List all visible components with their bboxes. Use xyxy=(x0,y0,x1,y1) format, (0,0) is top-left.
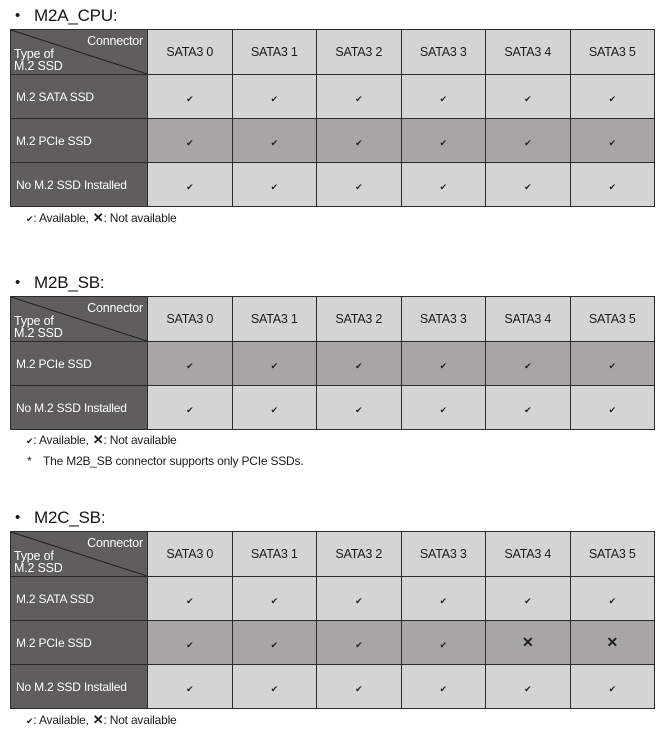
bullet-icon: • xyxy=(15,274,21,291)
cross-icon: ✕ xyxy=(606,634,619,650)
legend xyxy=(26,713,177,727)
ssd-type-label xyxy=(14,48,63,72)
checkmark-icon: ✔ xyxy=(439,595,447,606)
table-row xyxy=(11,621,655,665)
checkmark-icon: ✔ xyxy=(439,93,447,104)
legend-available-label: : Available, xyxy=(33,211,89,225)
checkmark-icon: ✔ xyxy=(186,595,194,606)
column-header-sata3-2: SATA3 2 xyxy=(317,30,402,75)
table-cell xyxy=(148,665,233,709)
column-header-sata3-2: SATA3 2 xyxy=(317,532,402,577)
table-cell xyxy=(148,163,233,207)
table-cell xyxy=(317,163,402,207)
table-cell xyxy=(401,75,486,119)
row-header: No M.2 SSD Installed xyxy=(11,163,148,207)
table-cell xyxy=(317,386,402,430)
row-header: M.2 SATA SSD xyxy=(11,75,148,119)
column-header-sata3-5: SATA3 5 xyxy=(570,532,655,577)
column-header-sata3-4: SATA3 4 xyxy=(486,297,571,342)
table-cell xyxy=(401,621,486,665)
checkmark-icon: ✔ xyxy=(524,404,532,415)
table-cell xyxy=(317,665,402,709)
checkmark-icon: ✔ xyxy=(355,683,363,694)
table-row xyxy=(11,386,655,430)
checkmark-icon: ✔ xyxy=(524,683,532,694)
checkmark-icon: ✔ xyxy=(186,181,194,192)
table-cell xyxy=(232,163,317,207)
table-cell xyxy=(486,665,571,709)
checkmark-icon: ✔ xyxy=(270,639,278,650)
checkmark-icon: ✔ xyxy=(270,595,278,606)
row-header: M.2 PCIe SSD xyxy=(11,621,148,665)
checkmark-icon: ✔ xyxy=(524,595,532,606)
table-cell xyxy=(232,577,317,621)
table-cell xyxy=(148,577,233,621)
table-row xyxy=(11,163,655,207)
column-header-sata3-2: SATA3 2 xyxy=(317,297,402,342)
asterisk-icon: * xyxy=(27,454,32,468)
table-cell xyxy=(486,386,571,430)
checkmark-icon: ✔ xyxy=(270,360,278,371)
checkmark-icon: ✔ xyxy=(608,595,616,606)
column-header-sata3-4: SATA3 4 xyxy=(486,30,571,75)
table-cell xyxy=(148,621,233,665)
checkmark-icon: ✔ xyxy=(355,360,363,371)
row-header: M.2 PCIe SSD xyxy=(11,119,148,163)
section-title-text: M2C_SB: xyxy=(34,508,106,527)
checkmark-icon: ✔ xyxy=(270,181,278,192)
legend-available-label: : Available, xyxy=(33,433,89,447)
column-header-sata3-1: SATA3 1 xyxy=(232,297,317,342)
corner-header-cell xyxy=(11,297,148,342)
row-header: No M.2 SSD Installed xyxy=(11,665,148,709)
table-cell xyxy=(486,342,571,386)
table-cell xyxy=(486,621,571,665)
legend xyxy=(26,211,177,225)
checkmark-icon: ✔ xyxy=(270,93,278,104)
footnote-text: The M2B_SB connector supports only PCIe SSDs. xyxy=(43,454,304,468)
table-row xyxy=(11,119,655,163)
ssd-type-label-line1: Type of xyxy=(14,314,54,328)
checkmark-icon: ✔ xyxy=(186,93,194,104)
table-cell xyxy=(570,75,655,119)
table-cell xyxy=(570,577,655,621)
checkmark-icon: ✔ xyxy=(524,360,532,371)
ssd-type-label xyxy=(14,550,63,574)
column-header-sata3-5: SATA3 5 xyxy=(570,30,655,75)
checkmark-icon: ✔ xyxy=(524,181,532,192)
compatibility-table xyxy=(10,296,655,430)
cross-icon: ✕ xyxy=(92,210,104,225)
table-cell xyxy=(401,119,486,163)
connector-label: Connector xyxy=(87,301,143,315)
table-cell xyxy=(401,665,486,709)
legend xyxy=(26,433,177,447)
checkmark-icon: ✔ xyxy=(439,360,447,371)
checkmark-icon: ✔ xyxy=(186,683,194,694)
legend-not-available-label: : Not available xyxy=(103,211,177,225)
table-cell xyxy=(317,621,402,665)
table-cell xyxy=(317,119,402,163)
checkmark-icon: ✔ xyxy=(355,93,363,104)
table-cell xyxy=(570,163,655,207)
checkmark-icon: ✔ xyxy=(355,595,363,606)
checkmark-icon: ✔ xyxy=(439,181,447,192)
section-title-text: M2A_CPU: xyxy=(34,6,118,25)
table-cell xyxy=(317,577,402,621)
checkmark-icon: ✔ xyxy=(355,404,363,415)
checkmark-icon: ✔ xyxy=(439,683,447,694)
legend-available-label: : Available, xyxy=(33,713,89,727)
table-cell xyxy=(570,621,655,665)
table-cell xyxy=(401,342,486,386)
bullet-icon: • xyxy=(15,7,21,24)
column-header-sata3-4: SATA3 4 xyxy=(486,532,571,577)
table-cell xyxy=(570,342,655,386)
table-row xyxy=(11,577,655,621)
cross-icon: ✕ xyxy=(521,634,534,650)
checkmark-icon: ✔ xyxy=(26,214,34,224)
ssd-type-label-line1: Type of xyxy=(14,47,54,61)
checkmark-icon: ✔ xyxy=(608,683,616,694)
column-header-sata3-0: SATA3 0 xyxy=(148,297,233,342)
ssd-type-label-line2: M.2 SSD xyxy=(14,59,63,73)
column-header-sata3-3: SATA3 3 xyxy=(401,297,486,342)
connector-label: Connector xyxy=(87,536,143,550)
table-cell xyxy=(317,342,402,386)
column-header-sata3-3: SATA3 3 xyxy=(401,532,486,577)
table-cell xyxy=(401,163,486,207)
corner-header-cell xyxy=(11,532,148,577)
table-cell xyxy=(486,577,571,621)
table-cell xyxy=(570,119,655,163)
table-cell xyxy=(486,163,571,207)
table-cell xyxy=(148,342,233,386)
legend-not-available-label: : Not available xyxy=(103,713,177,727)
checkmark-icon: ✔ xyxy=(608,404,616,415)
checkmark-icon: ✔ xyxy=(524,93,532,104)
ssd-type-label-line2: M.2 SSD xyxy=(14,326,63,340)
column-header-sata3-1: SATA3 1 xyxy=(232,30,317,75)
checkmark-icon: ✔ xyxy=(439,404,447,415)
table-cell xyxy=(232,119,317,163)
checkmark-icon: ✔ xyxy=(270,137,278,148)
table-row xyxy=(11,665,655,709)
checkmark-icon: ✔ xyxy=(439,137,447,148)
checkmark-icon: ✔ xyxy=(186,137,194,148)
checkmark-icon: ✔ xyxy=(439,639,447,650)
column-header-sata3-3: SATA3 3 xyxy=(401,30,486,75)
table-row xyxy=(11,75,655,119)
checkmark-icon: ✔ xyxy=(608,93,616,104)
compatibility-table xyxy=(10,29,655,207)
checkmark-icon: ✔ xyxy=(355,137,363,148)
checkmark-icon: ✔ xyxy=(270,683,278,694)
legend-not-available-label: : Not available xyxy=(103,433,177,447)
ssd-type-label xyxy=(14,315,63,339)
bullet-icon: • xyxy=(15,509,21,526)
table-cell xyxy=(570,386,655,430)
table-cell xyxy=(232,342,317,386)
checkmark-icon: ✔ xyxy=(26,436,34,446)
checkmark-icon: ✔ xyxy=(186,360,194,371)
checkmark-icon: ✔ xyxy=(524,137,532,148)
ssd-type-label-line2: M.2 SSD xyxy=(14,561,63,575)
connector-label: Connector xyxy=(87,34,143,48)
checkmark-icon: ✔ xyxy=(608,360,616,371)
checkmark-icon: ✔ xyxy=(355,639,363,650)
compatibility-table xyxy=(10,531,655,709)
table-cell xyxy=(401,386,486,430)
checkmark-icon: ✔ xyxy=(355,181,363,192)
table-cell xyxy=(317,75,402,119)
row-header: No M.2 SSD Installed xyxy=(11,386,148,430)
checkmark-icon: ✔ xyxy=(608,181,616,192)
table-header-row xyxy=(11,532,655,577)
table-cell xyxy=(148,75,233,119)
row-header: M.2 SATA SSD xyxy=(11,577,148,621)
table-cell xyxy=(232,665,317,709)
table-cell xyxy=(148,386,233,430)
cross-icon: ✕ xyxy=(92,712,104,727)
table-cell xyxy=(486,75,571,119)
table-cell xyxy=(401,577,486,621)
table-cell xyxy=(486,119,571,163)
column-header-sata3-0: SATA3 0 xyxy=(148,30,233,75)
column-header-sata3-5: SATA3 5 xyxy=(570,297,655,342)
checkmark-icon: ✔ xyxy=(270,404,278,415)
table-cell xyxy=(148,119,233,163)
cross-icon: ✕ xyxy=(92,432,104,447)
corner-header-cell xyxy=(11,30,148,75)
section-title-text: M2B_SB: xyxy=(34,273,105,292)
checkmark-icon: ✔ xyxy=(186,639,194,650)
column-header-sata3-1: SATA3 1 xyxy=(232,532,317,577)
table-cell xyxy=(232,621,317,665)
table-header-row xyxy=(11,297,655,342)
checkmark-icon: ✔ xyxy=(608,137,616,148)
table-cell xyxy=(232,75,317,119)
table-header-row xyxy=(11,30,655,75)
table-cell xyxy=(570,665,655,709)
row-header: M.2 PCIe SSD xyxy=(11,342,148,386)
ssd-type-label-line1: Type of xyxy=(14,549,54,563)
table-cell xyxy=(232,386,317,430)
checkmark-icon: ✔ xyxy=(186,404,194,415)
table-row xyxy=(11,342,655,386)
column-header-sata3-0: SATA3 0 xyxy=(148,532,233,577)
checkmark-icon: ✔ xyxy=(26,716,34,726)
